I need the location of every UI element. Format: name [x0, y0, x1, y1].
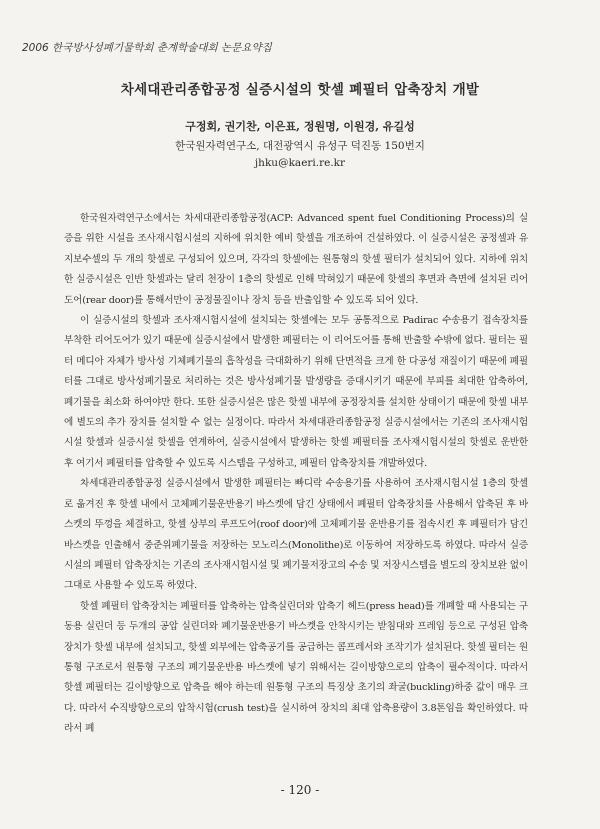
page-number: - 120 - [280, 783, 320, 797]
abstract-body [64, 209, 528, 740]
contact-email: jhku@kaeri.re.kr [254, 157, 346, 169]
running-header: 2006 한국방사성폐기물학회 춘계학술대회 논문요약집 [22, 42, 272, 54]
body-paragraph: 차세대관리종합공정 실증시설에서 발생한 폐필터는 빠디락 수송용기를 사용하여 조사재시험시설 1층의 핫셀로 옮겨진 후 핫셀 내에서 고체폐기물운반용기 바스켓에 담긴 상태에서 폐필터 압축장치를 사용해서 압축된 후 바스켓의 뚜껑을 체결하고, 핫셀 상부의 루프도어(roof door)에 고체폐기물 운반용기를 접속시킨 후 폐필터가 담긴 바스켓을 인출해서 중준위폐기물을 저장하는 모노리스(Monolithe)로 이동하여 저장하도록 하였다. 따라서 실증시설의 폐필터 압축장치는 기존의 조사재시험시설 및 폐기물저장고의 수송 및 저장시스템을 별도의 장치보완 없이 그대로 사용할 수 있도록 하였다. [64, 478, 528, 592]
body-paragraph: 이 실증시설의 핫셀과 조사재시험시설에 설치되는 핫셀에는 모두 공통적으로 Padirac 수송용기 접속장치를 부착한 리어도어가 있기 때문에 실증시설에서 발생한 폐필터는 이 리어도어를 통해 반출할 수밖에 없다. 필터는 필터 메디아 자체가 방사성 기체폐기물의 흡착성을 극대화하기 위해 단면적을 크게 한 다공성 재질이기 때문에 폐필터를 그대로 방사성폐기물로 처리하는 것은 방사성폐기물 발생량을 증대시키기 때문에 부피를 최대한 압축하여, 폐기물을 최소화 하여야만 한다. 또한 실증시설은 많은 핫셀 내부에 공정장치를 설치한 상태이기 때문에 핫셀 내부에 별도의 추가 장치를 설치할 수 없는 실정이다. 따라서 차세대관리종합공정 실증시설에서는 기존의 조사재시험시설 핫셀과 실증시설 핫셀을 연계하여, 실증시설에서 발생하는 핫셀 폐필터를 조사재시험시설의 핫셀로 운반한 후 여기서 폐필터를 압축할 수 있도록 시스템을 구성하고, 폐필터 압축장치를 개발하였다. [64, 315, 528, 469]
affiliation: 한국원자력연구소, 대전광역시 유성구 덕진동 150번지 [175, 140, 425, 152]
body-paragraph: 핫셀 폐필터 압축장치는 폐필터를 압축하는 압축실린더와 압축기 헤드(press head)를 개폐할 때 사용되는 구동용 실린더 등 두개의 공압 실린더와 폐기물운반용기 바스켓을 안착시키는 받침대와 프레임 등으로 구성된 압축장치가 핫셀 내부에 설치되고, 핫셀 외부에는 압축공기를 공급하는 콤프레서와 조작기가 설치된다. 핫셀 필터는 원통형 구조로서 원통형 구조의 폐기물운반용 바스켓에 넣기 위해서는 길이방향으로의 압축이 필수적이다. 따라서 핫셀 폐필터는 길이방향으로 압축을 해야 하는데 원통형 구조의 특징상 초기의 좌굴(buckling)하중 값이 매우 크다. 따라서 수직방향으로의 압착시험(crush test)을 실시하여 장치의 최대 압축용량이 3.8톤임을 확인하였다. 따라서 폐 [64, 600, 528, 735]
body-paragraph: 한국원자력연구소에서는 차세대관리종합공정(ACP: Advanced spent fuel Conditioning Process)의 실증을 위한 시설을 조사재시험시설의 지하에 위치한 예비 핫셀을 개조하여 건설하였다. 이 실증시설은 공정셀과 유지보수셀의 두 개의 핫셀로 구성되어 있으며, 각각의 핫셀에는 원통형의 핫셀 필터가 설치되어 있다. 지하에 위치한 실증시설은 인반 핫셀과는 달리 천장이 1층의 핫셀로 인해 막혀있기 때문에 핫셀의 후면과 측면에 설치된 리어도어(rear door)를 통해서만이 공정물질이나 장치 등을 반출입할 수 있도록 되어 있다. [64, 213, 528, 306]
paper-title: 차세대관리종합공정 실증시설의 핫셀 폐필터 압축장치 개발 [120, 82, 480, 98]
author-list: 구정회, 권기찬, 이은표, 정원명, 이원경, 유길성 [185, 120, 415, 133]
